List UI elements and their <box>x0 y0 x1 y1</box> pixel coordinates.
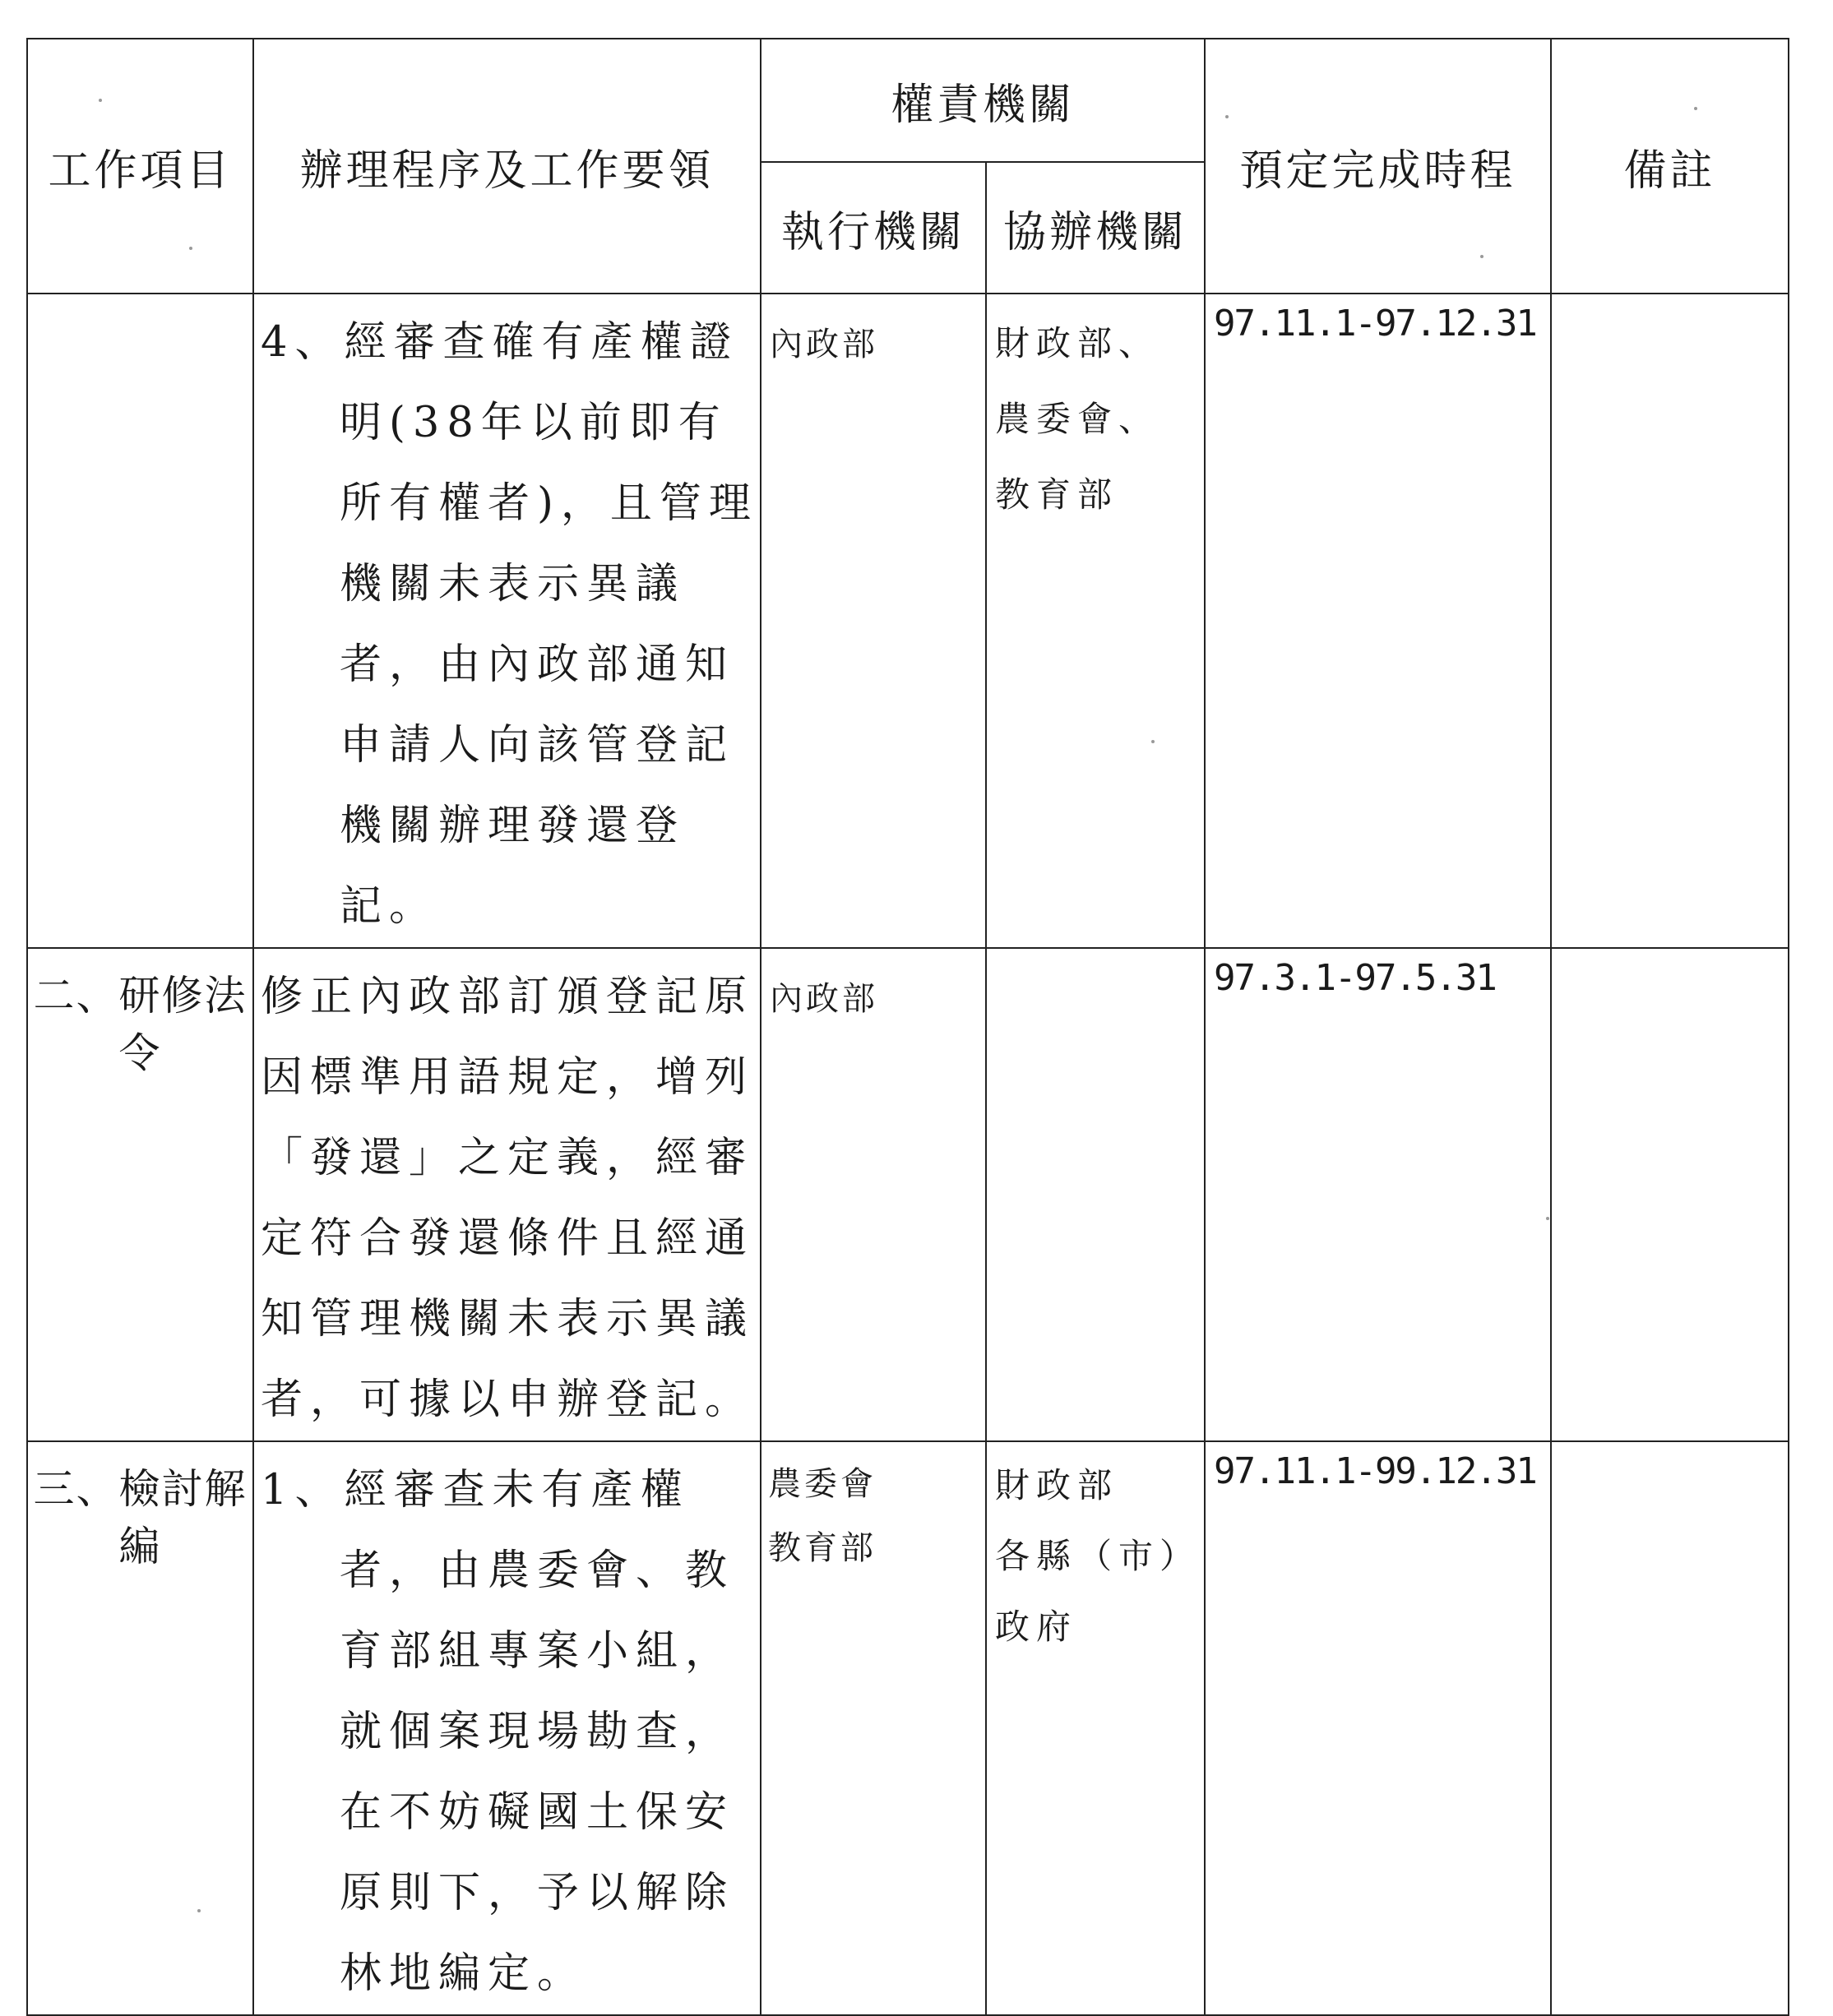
procedure-text: 1、經審查未有產權者，由農委會、教育部組專案小組，就個案現場勘查，在不妨礙國土保安原則下，予以解除林地編定。 <box>261 1466 735 1998</box>
remarks-cell <box>1551 294 1789 948</box>
executing-agency-cell: 內政部 <box>761 948 986 1441</box>
work-item-cell <box>27 294 253 948</box>
schedule-cell: 97.3.1-97.5.31 <box>1205 948 1551 1441</box>
header-responsible-agency: 權責機關 <box>761 39 1205 162</box>
cooperating-agency-cell <box>986 948 1205 1441</box>
remarks-cell <box>1551 1441 1789 2015</box>
scan-speck <box>189 247 192 250</box>
scan-speck <box>1151 740 1155 743</box>
work-item-cell: 二、研修法令 <box>27 948 253 1441</box>
remarks-cell <box>1551 948 1789 1441</box>
procedure-text: 4、經審查確有產權證明(38年以前即有所有權者)，且管理機關未表示異議者，由內政部通知申請人向該管登記機關辦理發還登記。 <box>261 318 758 931</box>
header-procedure: 辦理程序及工作要領 <box>253 39 761 294</box>
schedule-cell: 97.11.1-97.12.31 <box>1205 294 1551 948</box>
scan-speck <box>1546 1217 1549 1220</box>
table-row <box>27 294 1789 948</box>
table-row <box>27 1441 1789 2015</box>
procedure-cell <box>253 948 761 1441</box>
header-executing-agency: 執行機關 <box>761 162 986 294</box>
header-work-item: 工作項目 <box>27 39 253 294</box>
procedure-cell <box>253 294 761 948</box>
work-schedule-table <box>26 38 1789 2016</box>
schedule-cell: 97.11.1-99.12.31 <box>1205 1441 1551 2015</box>
header-schedule: 預定完成時程 <box>1205 39 1551 294</box>
executing-agency-cell: 內政部 <box>761 294 986 948</box>
procedure-cell <box>253 1441 761 2015</box>
scan-speck <box>1225 115 1229 118</box>
table-row <box>27 948 1789 1441</box>
scan-speck <box>1480 255 1484 258</box>
cooperating-agency-cell: 財政部、農委會、教育部 <box>986 294 1205 948</box>
header-remarks: 備註 <box>1551 39 1789 294</box>
cooperating-agency-cell: 財政部 各縣（市）政府 <box>986 1441 1205 2015</box>
schedule-table-document <box>26 38 1788 1998</box>
procedure-text: 修正內政部訂頒登記原因標準用語規定，增列「發還」之定義，經審定符合發還條件且經通知管理機關未表示異議者，可據以申辦登記。 <box>261 973 755 1424</box>
executing-agency-cell: 農委會 教育部 <box>761 1441 986 2015</box>
header-cooperating-agency: 協辦機關 <box>986 162 1205 294</box>
work-item-cell: 三、檢討解編 <box>27 1441 253 2015</box>
scan-speck <box>99 99 102 102</box>
scan-speck <box>197 1909 201 1912</box>
scan-speck <box>1694 107 1697 110</box>
